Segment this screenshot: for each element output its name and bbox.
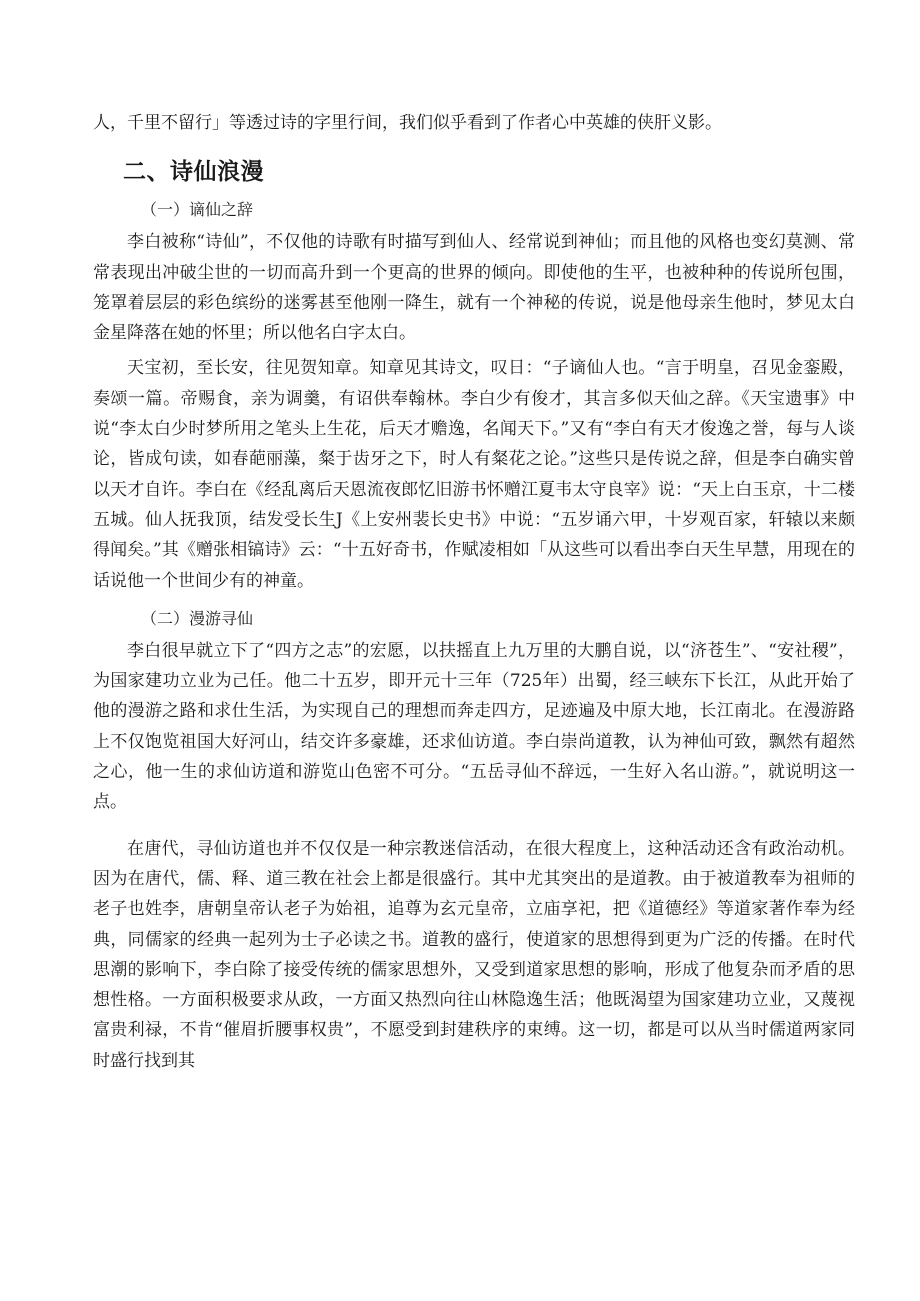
- paragraph-3: 李白很早就立下了“四方之志”的宏愿，以扶摇直上九万里的大鹏自说，以“济苍生”、“安社稷”，为国家建功立业为己任。他二十五岁，即开元十三年（725年）出蜀，经三峡东下长江，从此开始了他的漫游之路和求仕生活，为实现自己的理想而奔走四方，足迹遍及中原大地，长江南北。在漫游路上不仅饱览祖国大好河山，结交许多豪雄，还求仙访道。李白崇尚道教，认为神仙可致，飘然有超然之心，他一生的求仙访道和游览山色密不可分。“五岳寻仙不辞远，一生好入名山游。”，就说明这一点。: [93, 640, 855, 813]
- paragraph-2: 天宝初，至长安，往见贺知章。知章见其诗文，叹日：“子谪仙人也。“言于明皇，召见金銮殿，奏颂一篇。帝赐食，亲为调羹，有诏供奉翰林。李白少有俊才，其言多似天仙之辞。《天宝遗事》中说“李太白少时梦所用之笔头上生花，后天才赡逸，名闻天下。”又有“李白有天才俊逸之誉，每与人谈论，皆成句读，如春葩丽藻，粲于齿牙之下，时人有粲花之论。”这些只是传说之辞，但是李白确实曾以天才自许。李白在《经乱离后天恩流夜郎忆旧游书怀赠江夏韦太守良宰》说：“天上白玉京，十二楼五城。仙人抚我顶，结发受长生J《上安州裴长史书》中说：“五岁诵六甲，十岁观百家，轩辕以来颇得闻矣。”其《赠张相镐诗》云：“十五好奇书，作赋凌相如「从这些可以看出李白天生早慧，用现在的话说他一个世间少有的神童。: [93, 358, 855, 591]
- paragraph-4: 在唐代，寻仙访道也并不仅仅是一种宗教迷信活动，在很大程度上，这种活动还含有政治动机。因为在唐代，儒、释、道三教在社会上都是很盛行。其中尤其突出的是道教。由于被道教奉为祖师的老子也姓李，唐朝皇帝认老子为始祖，追尊为玄元皇帝，立庙享祀，把《道德经》等道家著作奉为经典，同儒家的经典一起列为士子必读之书。道教的盛行，使道家的思想得到更为广泛的传播。在时代思潮的影响下，李白除了接受传统的儒家思想外，又受到道家思想的影响，形成了他复杂而矛盾的思想性格。一方面积极要求从政，一方面又热烈向往山林隐逸生活；他既渴望为国家建功立业，又蔑视富贵利禄，不肯“催眉折腰事权贵”，不愿受到封建秩序的束缚。这一切，都是可以从当时儒道两家同时盛行找到其: [93, 838, 855, 1071]
- subsection-title-1: （一）谪仙之辞: [141, 200, 254, 220]
- section-title: 二、诗仙浪漫: [123, 159, 264, 186]
- document-page: [93, 108, 855, 1076]
- subsection-title-2: （二）漫游寻仙: [141, 608, 254, 628]
- paragraph-1: 李白被称“诗仙”，不仅他的诗歌有时描写到仙人、经常说到神仙；而且他的风格也变幻莫测、常常表现出冲破尘世的一切而高升到一个更高的世界的倾向。即使他的生平，也被种种的传说所包围，笼罩着层层的彩色缤纷的迷雾甚至他刚一降生，就有一个神秘的传说，说是他母亲生他时，梦见太白金星降落在她的怀里；所以他名白字太白。: [93, 232, 855, 344]
- intro-tail-paragraph: 人，千里不留行」等透过诗的字里行间，我们似乎看到了作者心中英雄的侠肝义影。: [93, 113, 722, 133]
